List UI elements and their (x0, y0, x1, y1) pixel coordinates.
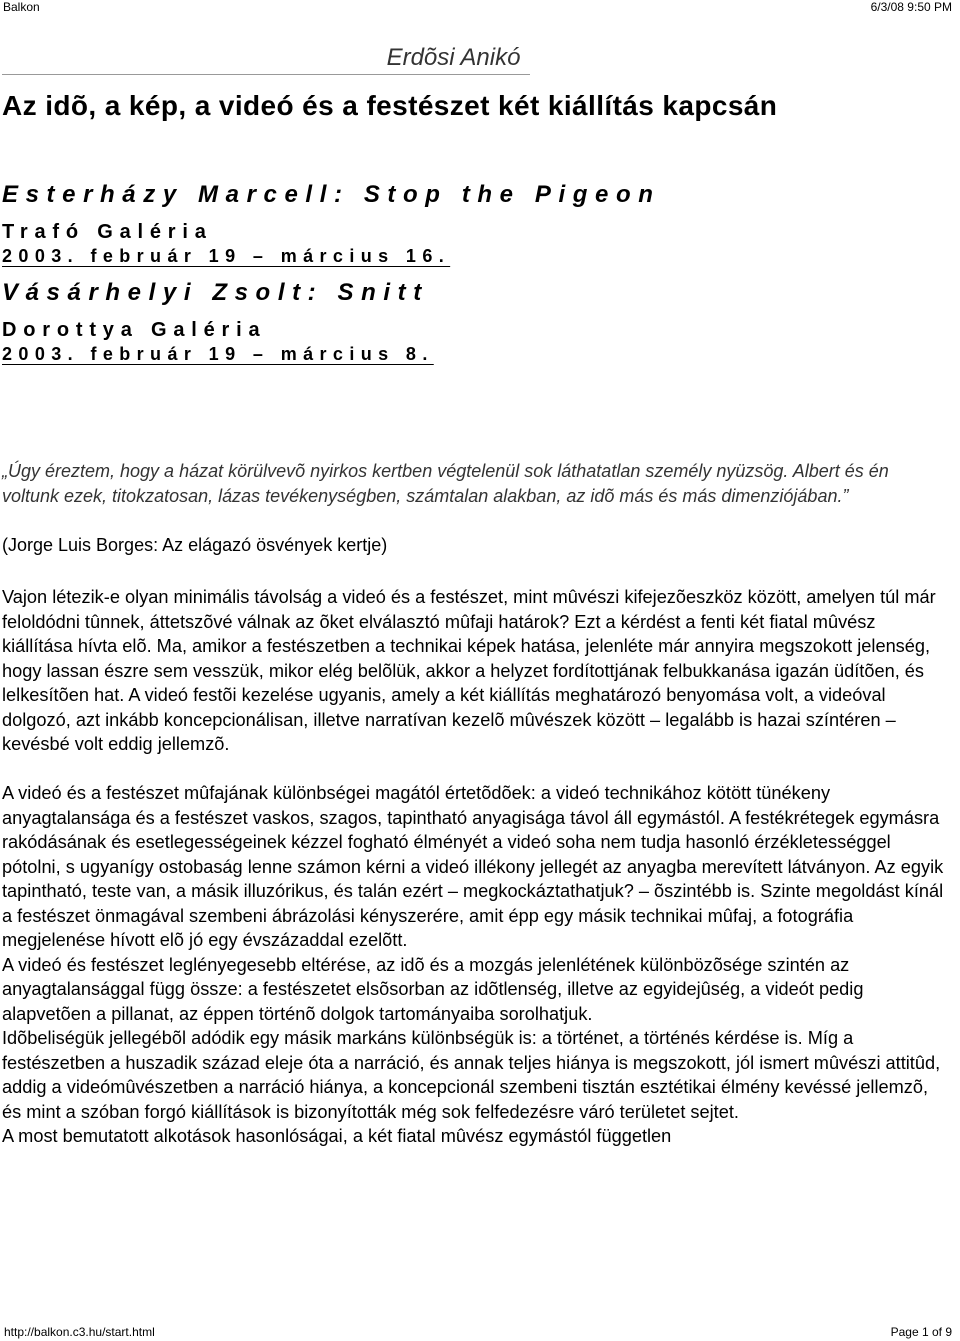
author-name: Erdõsi Anikó (386, 44, 521, 71)
footer-page-number: Page 1 of 9 (890, 1325, 952, 1339)
exhibition-2-title: Vásárhelyi Zsolt: Snitt (2, 279, 429, 306)
body-paragraph-5: A most bemutatott alkotások hasonlóságai, a két fiatal mûvész egymástól független (2, 1126, 672, 1146)
exhibition-1-dates: 2003. február 19 – március 16. (2, 246, 451, 266)
epigraph-quote: „Úgy éreztem, hogy a házat körülvevõ nyirkos kertben végtelenül sok láthatatlan személy nyüzsög. Albert és én voltunk ezek, titokzatosan, lázas tevékenységben, számtalan alakban, az idõ más és más dimenziójában.” (2, 461, 889, 506)
exhibition-1-gallery: Trafó Galéria (2, 221, 213, 243)
exhibition-2-gallery: Dorottya Galéria (2, 319, 267, 341)
exhibition-2-dates: 2003. február 19 – március 8. (2, 344, 434, 364)
footer-url: http://balkon.c3.hu/start.html (4, 1325, 155, 1339)
print-header (0, 0, 960, 16)
header-datetime: 6/3/08 9:50 PM (870, 0, 952, 14)
header-app-name: Balkon (3, 0, 40, 14)
author-block (0, 44, 960, 72)
epigraph-source: (Jorge Luis Borges: Az elágazó ösvények kertje) (2, 535, 388, 555)
article-title: Az idõ, a kép, a videó és a festészet két kiállítás kapcsán (2, 90, 778, 121)
body-paragraph-3: A videó és festészet leglényegesebb eltérése, az idõ és a mozgás jelenlétének különbözõsége szintén az anyagtalansággal függ össze: a festészetet elsõsorban az idõtlenség, illetve az egyidejûség, a videót pedig alapvetõen a pillanat, az éppen történõ dolgok tartományaiba sorolhatjuk. (2, 954, 864, 1024)
body-paragraph-2: A videó és a festészet mûfajának különbségei magától értetõdõek: a videó technikához kötött tünékeny anyagtalansága és a festészet vaskos, szagos, tapintható anyagisága távol áll egymástól. A festékrétegek egymásra rakódásának és esetlegességeinek kézzel fogható élményét a videó soha nem tudja hasonló érzékletességgel pótolni, s ugyanígy ostobaság lenne számon kérni a videó illékony jellegét az anyagba merevített látványon. Az egyik tapintható, teste van, a másik illuzórikus, és talán ezért – megkockáztathatjuk? – õszintébb is. Szinte megoldást kínál a festészet önmagával szembeni ábrázolási kényszerére, amit épp egy másik technikai mûfaj, a fotográfia megjelenése hívott elõ jó egy évszázaddal ezelõtt. (2, 783, 944, 950)
body-paragraph-1: Vajon létezik-e olyan minimális távolság a videó és a festészet, mint mûvészi kifejezõeszköz között, amelyen túl már feloldódni tûnnek, áttetszõvé válnak az õket elválasztó mûfaji határok? Ezt a kérdést a fenti két fiatal mûvész kiállítása hívta elõ. Ma, amikor a festészetben a technikai képek hatása, jelenléte már annyira megszokott jelenség, hogy lassan észre sem vesszük, mikor elég belõlük, akkor a helyzet fordítottjának felbukkanása igazán üdítõen, és lelkesítõen hat. A videó festõi kezelése ugyanis, amely a két kiállítás meghatározó benyomása volt, a videóval dolgozó, azt inkább koncepcionálisan, illetve narratívan kezelõ mûvészek között – legalább is hazai színtéren – kevésbé volt eddig jellemzõ. (2, 587, 936, 754)
exhibition-1-title: Esterházy Marcell: Stop the Pigeon (2, 181, 661, 208)
author-divider (2, 74, 530, 75)
article-body (2, 585, 947, 1149)
body-paragraph-4: Idõbeliségük jellegébõl adódik egy másik markáns különbségük is: a történet, a történés kérdése is. Míg a festészetben a huszadik század eleje óta a narráció, és annak teljes hiánya is megszokott, jól ismert mûvészi attitûd, addig a videómûvészetben a narráció hiánya, a koncepcionál szembeni tisztán esztétikai élmény kevéssé jellemzõ, és mint a szóban forgó kiállítások is bizonyították még sok felfedezésre váró területet sejtet. (2, 1028, 941, 1122)
print-footer (0, 1323, 960, 1341)
